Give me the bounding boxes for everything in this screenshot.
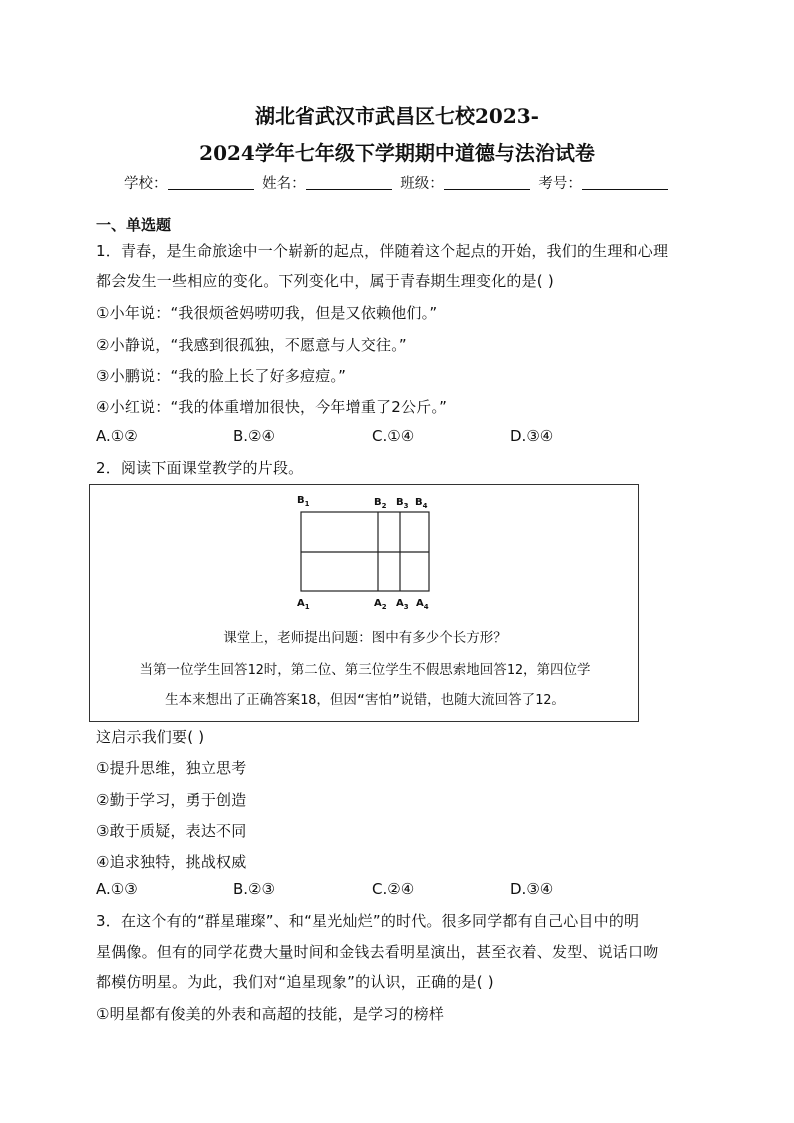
- classroom-excerpt-box: [89, 484, 639, 722]
- q1-item-2: ②小静说，“我感到很孤独，不愿意与人交往。”: [96, 336, 407, 354]
- name-blank[interactable]: [306, 175, 392, 190]
- number-blank[interactable]: [582, 175, 668, 190]
- q1-item-1: ①小年说：“我很烦爸妈唠叨我，但是又依赖他们。”: [96, 304, 438, 322]
- q3-stem-line1: 3．在这个有的“群星璀璨”、和“星光灿烂”的时代。很多同学都有自己心目中的明: [96, 912, 640, 930]
- q2-option-a[interactable]: A.①③: [96, 880, 138, 898]
- q2-item-3: ③敢于质疑，表达不同: [96, 822, 247, 840]
- number-label: 考号：: [538, 176, 582, 192]
- q2-item-1: ①提升思维，独立思考: [96, 759, 247, 777]
- q2-option-b[interactable]: B.②③: [233, 880, 275, 898]
- q3-item-1: ①明星都有俊美的外表和高超的技能，是学习的榜样: [96, 1005, 445, 1023]
- excerpt-text-line3: 生本来想出了正确答案18，但因“害怕”说错，也随大流回答了12。: [165, 692, 565, 708]
- exam-title-line2: 2024学年七年级下学期期中道德与法治试卷: [199, 141, 595, 165]
- q3-stem-line2: 星偶像。但有的同学花费大量时间和金钱去看明星演出，甚至衣着、发型、说话口吻: [96, 943, 659, 961]
- q2-prompt: 这启示我们要( ): [96, 728, 205, 746]
- q1-item-3: ③小鹏说：“我的脸上长了好多痘痘。”: [96, 367, 347, 385]
- class-label: 班级：: [400, 176, 444, 192]
- q1-stem-line1: 1．青春，是生命旅途中一个崭新的起点，伴随着这个起点的开始，我们的生理和心理: [96, 242, 669, 260]
- q1-option-c[interactable]: C.①④: [372, 427, 415, 445]
- class-blank[interactable]: [444, 175, 530, 190]
- label-a4: $A_4$: [416, 598, 429, 611]
- label-b4: $B_4$: [415, 497, 428, 510]
- q2-item-2: ②勤于学习，勇于创造: [96, 791, 247, 809]
- q2-stem: 2．阅读下面课堂教学的片段。: [96, 459, 304, 477]
- q2-option-c[interactable]: C.②④: [372, 880, 415, 898]
- label-b2: $B_2$: [374, 497, 387, 510]
- section-heading: 一、单选题: [96, 216, 172, 234]
- exam-title-line1: 湖北省武汉市武昌区七校2023-: [255, 104, 539, 128]
- school-blank[interactable]: [168, 175, 254, 190]
- q1-option-a[interactable]: A.①②: [96, 427, 138, 445]
- q1-stem-line2: 都会发生一些相应的变化。下列变化中，属于青春期生理变化的是( ): [96, 272, 554, 290]
- student-info-line: [124, 172, 672, 193]
- q2-option-d[interactable]: D.③④: [510, 880, 554, 898]
- label-b3: $B_3$: [396, 497, 409, 510]
- label-a3: $A_3$: [396, 598, 409, 611]
- label-a2: $A_2$: [374, 598, 387, 611]
- label-a1: $A_1$: [297, 598, 310, 611]
- excerpt-text-line1: 课堂上，老师提出问题：图中有多少个长方形？: [223, 630, 507, 646]
- excerpt-text-line2: 当第一位学生回答12时，第二位、第三位学生不假思索地回答12，第四位学: [139, 662, 591, 678]
- q3-stem-line3: 都模仿明星。为此，我们对“追星现象”的认识，正确的是( ): [96, 973, 494, 991]
- q1-item-4: ④小红说：“我的体重增加很快，今年增重了2公斤。”: [96, 398, 448, 416]
- q1-option-d[interactable]: D.③④: [510, 427, 554, 445]
- school-label: 学校：: [124, 176, 168, 192]
- q2-item-4: ④追求独特，挑战权威: [96, 853, 247, 871]
- q1-option-b[interactable]: B.②④: [233, 427, 275, 445]
- label-b1: $B_1$: [297, 495, 310, 508]
- name-label: 姓名：: [262, 176, 306, 192]
